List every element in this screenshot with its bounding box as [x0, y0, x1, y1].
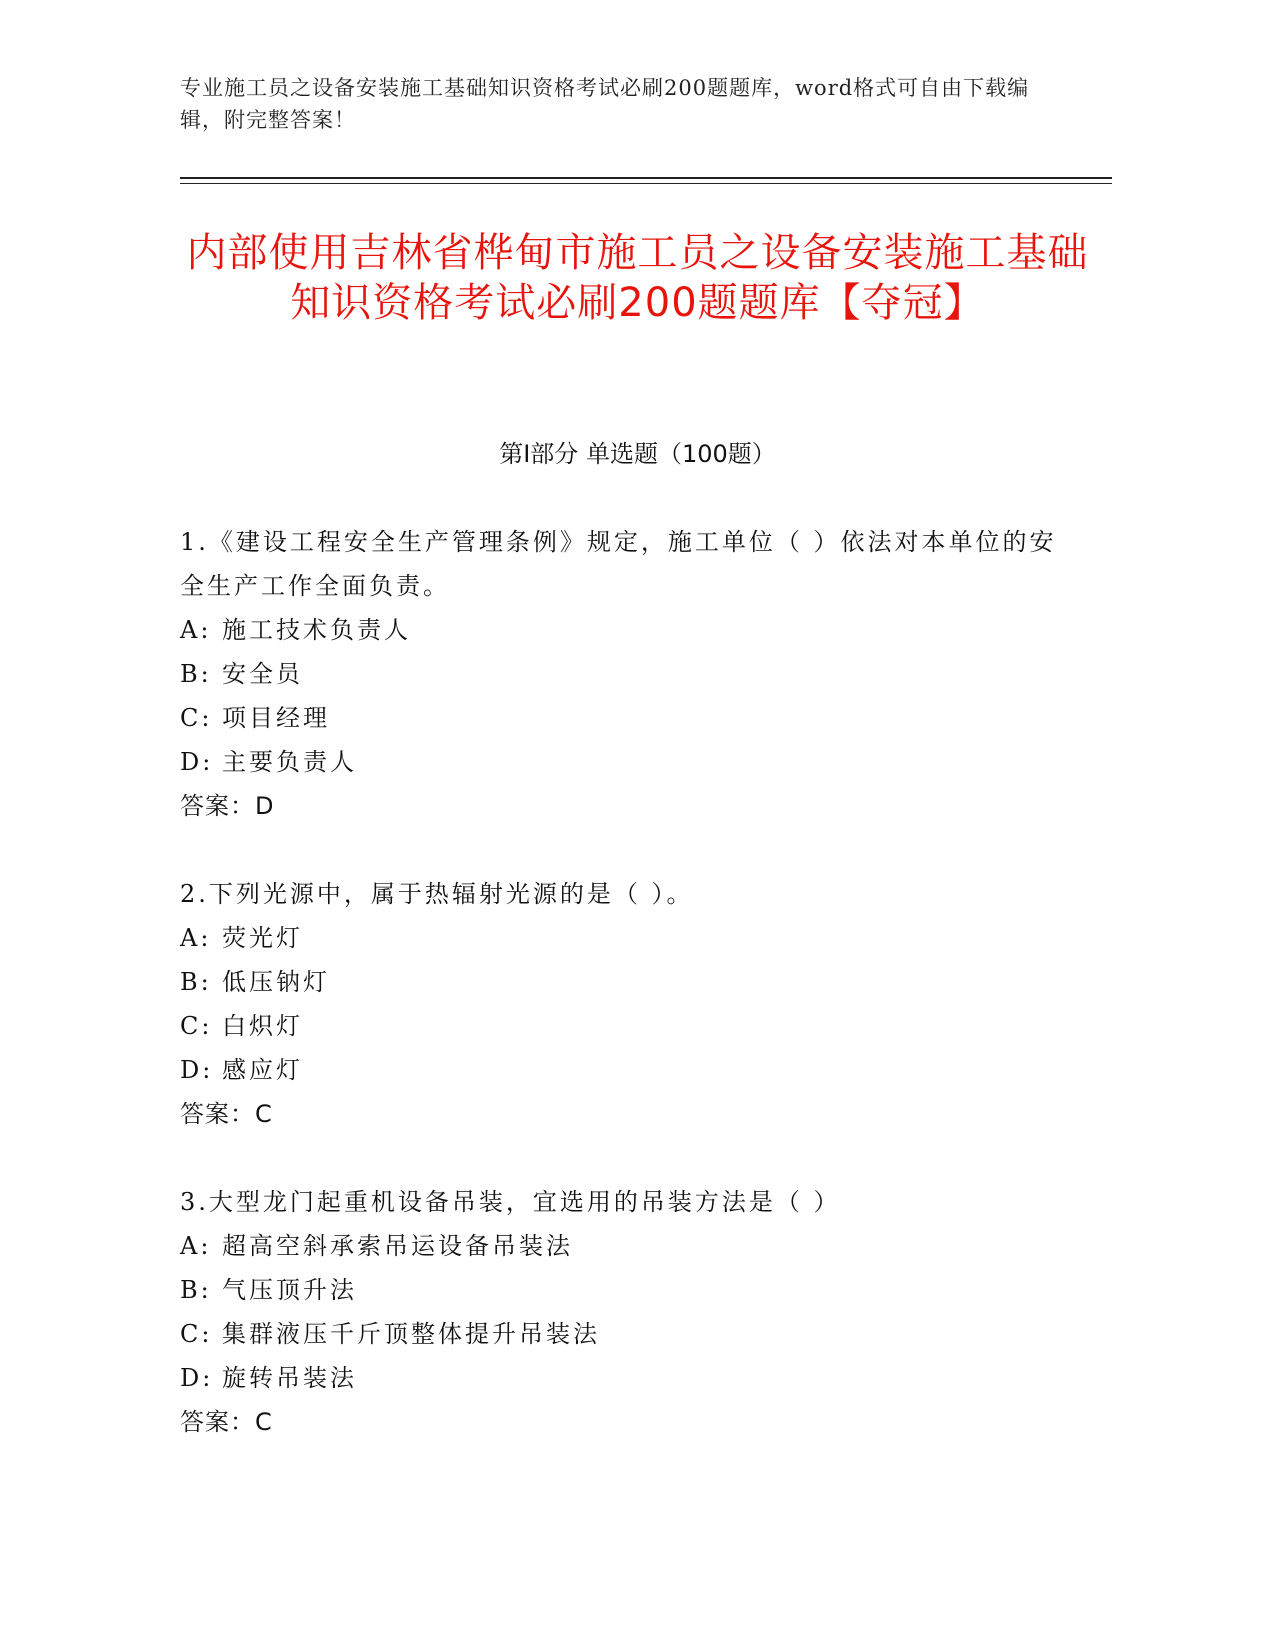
- option-text: 主要负责人: [222, 748, 357, 776]
- option-key: C:: [180, 1012, 213, 1040]
- answer-line: 答案：C: [180, 1408, 273, 1436]
- option-text: 低压钠灯: [222, 968, 330, 996]
- header-divider-thin: [180, 183, 1112, 184]
- option-text: 集群液压千斤顶整体提升吊装法: [222, 1320, 600, 1348]
- option-key: D:: [180, 748, 214, 776]
- option-c: [180, 1312, 1060, 1356]
- option-key: B:: [180, 968, 212, 996]
- option-key: A:: [180, 924, 212, 952]
- question-list: [180, 520, 1060, 1488]
- option-d: [180, 1356, 1060, 1400]
- option-b: [180, 1268, 1060, 1312]
- option-c: [180, 696, 1060, 740]
- answer-line: 答案：C: [180, 1100, 273, 1128]
- option-text: 施工技术负责人: [222, 616, 411, 644]
- option-text: 安全员: [222, 660, 303, 688]
- question-item: [180, 520, 1060, 828]
- option-key: B:: [180, 1276, 212, 1304]
- option-c: [180, 1004, 1060, 1048]
- option-key: A:: [180, 1232, 212, 1260]
- option-d: [180, 1048, 1060, 1092]
- question-stem: 3.大型龙门起重机设备吊装，宜选用的吊装方法是（ ）: [180, 1188, 841, 1216]
- question-item: [180, 1180, 1060, 1444]
- option-b: [180, 652, 1060, 696]
- option-text: 超高空斜承索吊运设备吊装法: [222, 1232, 573, 1260]
- option-text: 项目经理: [222, 704, 330, 732]
- option-key: A:: [180, 616, 212, 644]
- option-text: 荧光灯: [222, 924, 303, 952]
- question-item: [180, 872, 1060, 1136]
- question-stem: 2.下列光源中，属于热辐射光源的是（ ）。: [180, 880, 694, 908]
- option-key: D:: [180, 1056, 214, 1084]
- option-a: [180, 608, 1060, 652]
- header-note: 专业施工员之设备安装施工基础知识资格考试必刷200题题库，word格式可自由下载编辑，附完整答案！: [180, 76, 1030, 132]
- option-d: [180, 740, 1060, 784]
- option-text: 白炽灯: [222, 1012, 303, 1040]
- option-key: B:: [180, 660, 212, 688]
- option-key: C:: [180, 704, 213, 732]
- option-a: [180, 916, 1060, 960]
- section-title: 第I部分 单选题（100题）: [499, 440, 776, 468]
- answer-line: 答案：D: [180, 792, 275, 820]
- document-title: 内部使用吉林省桦甸市施工员之设备安装施工基础知识资格考试必刷200题题库【夺冠】: [186, 230, 1089, 326]
- option-key: C:: [180, 1320, 213, 1348]
- header-divider-thick: [180, 177, 1112, 179]
- option-text: 感应灯: [222, 1056, 303, 1084]
- option-b: [180, 960, 1060, 1004]
- option-text: 旋转吊装法: [222, 1364, 357, 1392]
- option-key: D:: [180, 1364, 214, 1392]
- option-a: [180, 1224, 1060, 1268]
- question-stem: 1.《建设工程安全生产管理条例》规定，施工单位（ ）依法对本单位的安全生产工作全面负责。: [180, 528, 1057, 600]
- option-text: 气压顶升法: [222, 1276, 357, 1304]
